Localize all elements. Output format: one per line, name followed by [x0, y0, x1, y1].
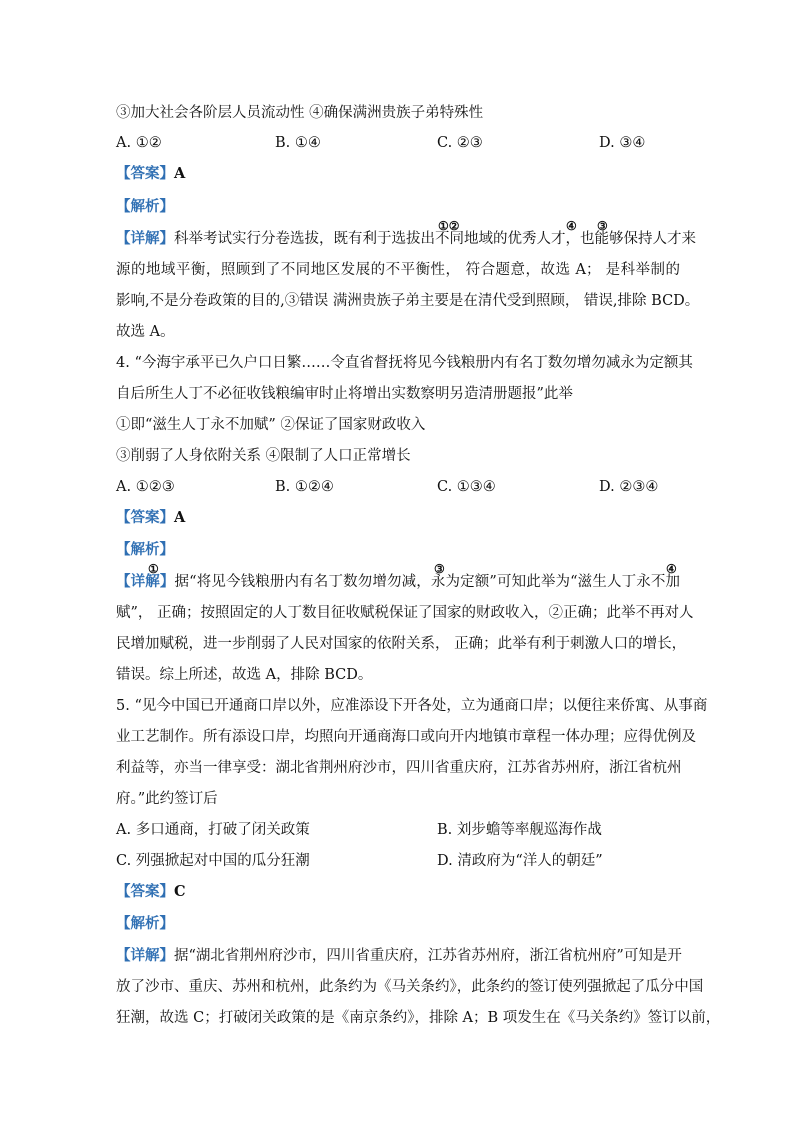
- q4-stem-line-3: ①即“滋生人丁永不加赋” ②保证了国家财政收入: [116, 417, 426, 433]
- q3-mark-3: ③: [597, 219, 608, 233]
- q5-detail-line-3: 狂潮，故选 C；打破闭关政策的是《南京条约》，排除 A；B 项发生在《马关条约》签订以前，: [116, 1010, 721, 1026]
- q3-detail-line-1: 【详解】科举考试实行分卷选拔，既有利于选拔出不同地域的优秀人才，也能够保持人才来: [116, 230, 696, 247]
- q3-option-c: C. ②③: [437, 135, 483, 151]
- q5-stem-line-4: 府。”此约签订后: [116, 791, 218, 807]
- q3-mark-4: ④: [566, 219, 577, 233]
- answer-value: A: [174, 509, 186, 526]
- q3-answer: [116, 164, 185, 184]
- q4-mark-3: ③: [434, 562, 445, 576]
- q5-stem-line-3: 利益等，亦当一律享受：湖北省荆州府沙市，四川省重庆府，江苏省苏州府，浙江省杭州: [116, 760, 682, 776]
- q4-stem-line-4: ③削弱了人身依附关系 ④限制了人口正常增长: [116, 448, 411, 464]
- q3-detail-line-2: 源的地域平衡，照顾到了不同地区发展的不平衡性， 符合题意，故选 A； 是科举制的: [116, 262, 680, 278]
- q5-answer: [116, 882, 186, 902]
- analysis-tag: 【解析】: [116, 915, 174, 932]
- analysis-tag: 【解析】: [116, 541, 174, 558]
- q4-answer: [116, 508, 185, 528]
- q5-detail-line-2: 放了沙市、重庆、苏州和杭州，此条约为《马关条约》，此条约的签订使列强掀起了瓜分中国: [116, 979, 704, 995]
- analysis-tag: 【解析】: [116, 198, 174, 215]
- q3-option-a: A. ①②: [116, 135, 162, 151]
- q5-option-c: C. 列强掀起对中国的瓜分狂潮: [116, 853, 310, 869]
- q4-option-a: A. ①②③: [116, 479, 175, 495]
- q3-detail-line-3: 影响,不是分卷政策的目的,③错误 满洲贵族子弟主要是在清代受到照顾， 错误,排除 BCD。: [116, 293, 700, 309]
- answer-value: C: [174, 883, 186, 900]
- answer-tag: 【答案】: [116, 883, 174, 900]
- q4-detail-line-1: 【详解】据“将见今钱粮册内有名丁数勿增勿减，永为定额”可知此举为“滋生人丁永不加: [116, 573, 680, 590]
- detail-tag: 【详解】: [116, 230, 174, 247]
- q4-option-c: C. ①③④: [437, 479, 496, 495]
- detail-tag: 【详解】: [116, 947, 174, 964]
- q5-option-b: B. 刘步蟾等率舰巡海作战: [437, 822, 602, 838]
- q4-stem-line-2: 自后所生人丁不必征收钱粮编审时止将增出实数察明另造清册题报”此举: [116, 386, 573, 402]
- q4-analysis: [116, 540, 174, 560]
- q4-option-b: B. ①②④: [275, 479, 334, 495]
- q5-detail-line-1: 【详解】据“湖北省荆州府沙市，四川省重庆府，江苏省苏州府，浙江省杭州府”可知是开: [116, 947, 682, 964]
- q5-option-d: D. 清政府为“洋人的朝廷”: [437, 853, 603, 869]
- q3-stem-line: ③加大社会各阶层人员流动性 ④确保满洲贵族子弟特殊性: [116, 105, 484, 121]
- q4-option-d: D. ②③④: [599, 479, 659, 495]
- q3-analysis: [116, 197, 174, 217]
- q3-mark-12: ①②: [438, 219, 460, 233]
- q3-detail-line-4: 故选 A。: [116, 324, 175, 340]
- q4-mark-4: ④: [666, 562, 677, 576]
- q4-mark-1: ①: [148, 562, 159, 576]
- q3-option-d: D. ③④: [599, 135, 646, 151]
- q4-detail-line-4: 错误。综上所述，故选 A，排除 BCD。: [116, 667, 373, 683]
- q5-stem-line-1: 5. “见今中国已开通商口岸以外，应准添设下开各处，立为通商口岸；以便往来侨寓、从事商: [116, 698, 708, 714]
- q3-option-b: B. ①④: [275, 135, 321, 151]
- q4-detail-line-2: 赋”， 正确；按照固定的人丁数目征收赋税保证了国家的财政收入，②正确；此举不再对人: [116, 605, 694, 621]
- q4-stem-line-1: 4. “今海宇承平已久户口日繁……令直省督抚将见今钱粮册内有名丁数勿增勿减永为定额其: [116, 355, 693, 371]
- q5-option-a: A. 多口通商，打破了闭关政策: [116, 822, 310, 838]
- q5-stem-line-2: 业工艺制作。所有添设口岸，均照向开通商海口或向开内地镇市章程一体办理；应得优例及: [116, 729, 696, 745]
- answer-tag: 【答案】: [116, 509, 174, 526]
- q4-detail-line-3: 民增加赋税，进一步削弱了人民对国家的依附关系， 正确；此举有利于刺激人口的增长，: [116, 636, 687, 652]
- detail-tag: 【详解】: [116, 573, 175, 590]
- answer-value: A: [174, 165, 186, 182]
- q5-analysis: [116, 914, 174, 934]
- answer-tag: 【答案】: [116, 165, 174, 182]
